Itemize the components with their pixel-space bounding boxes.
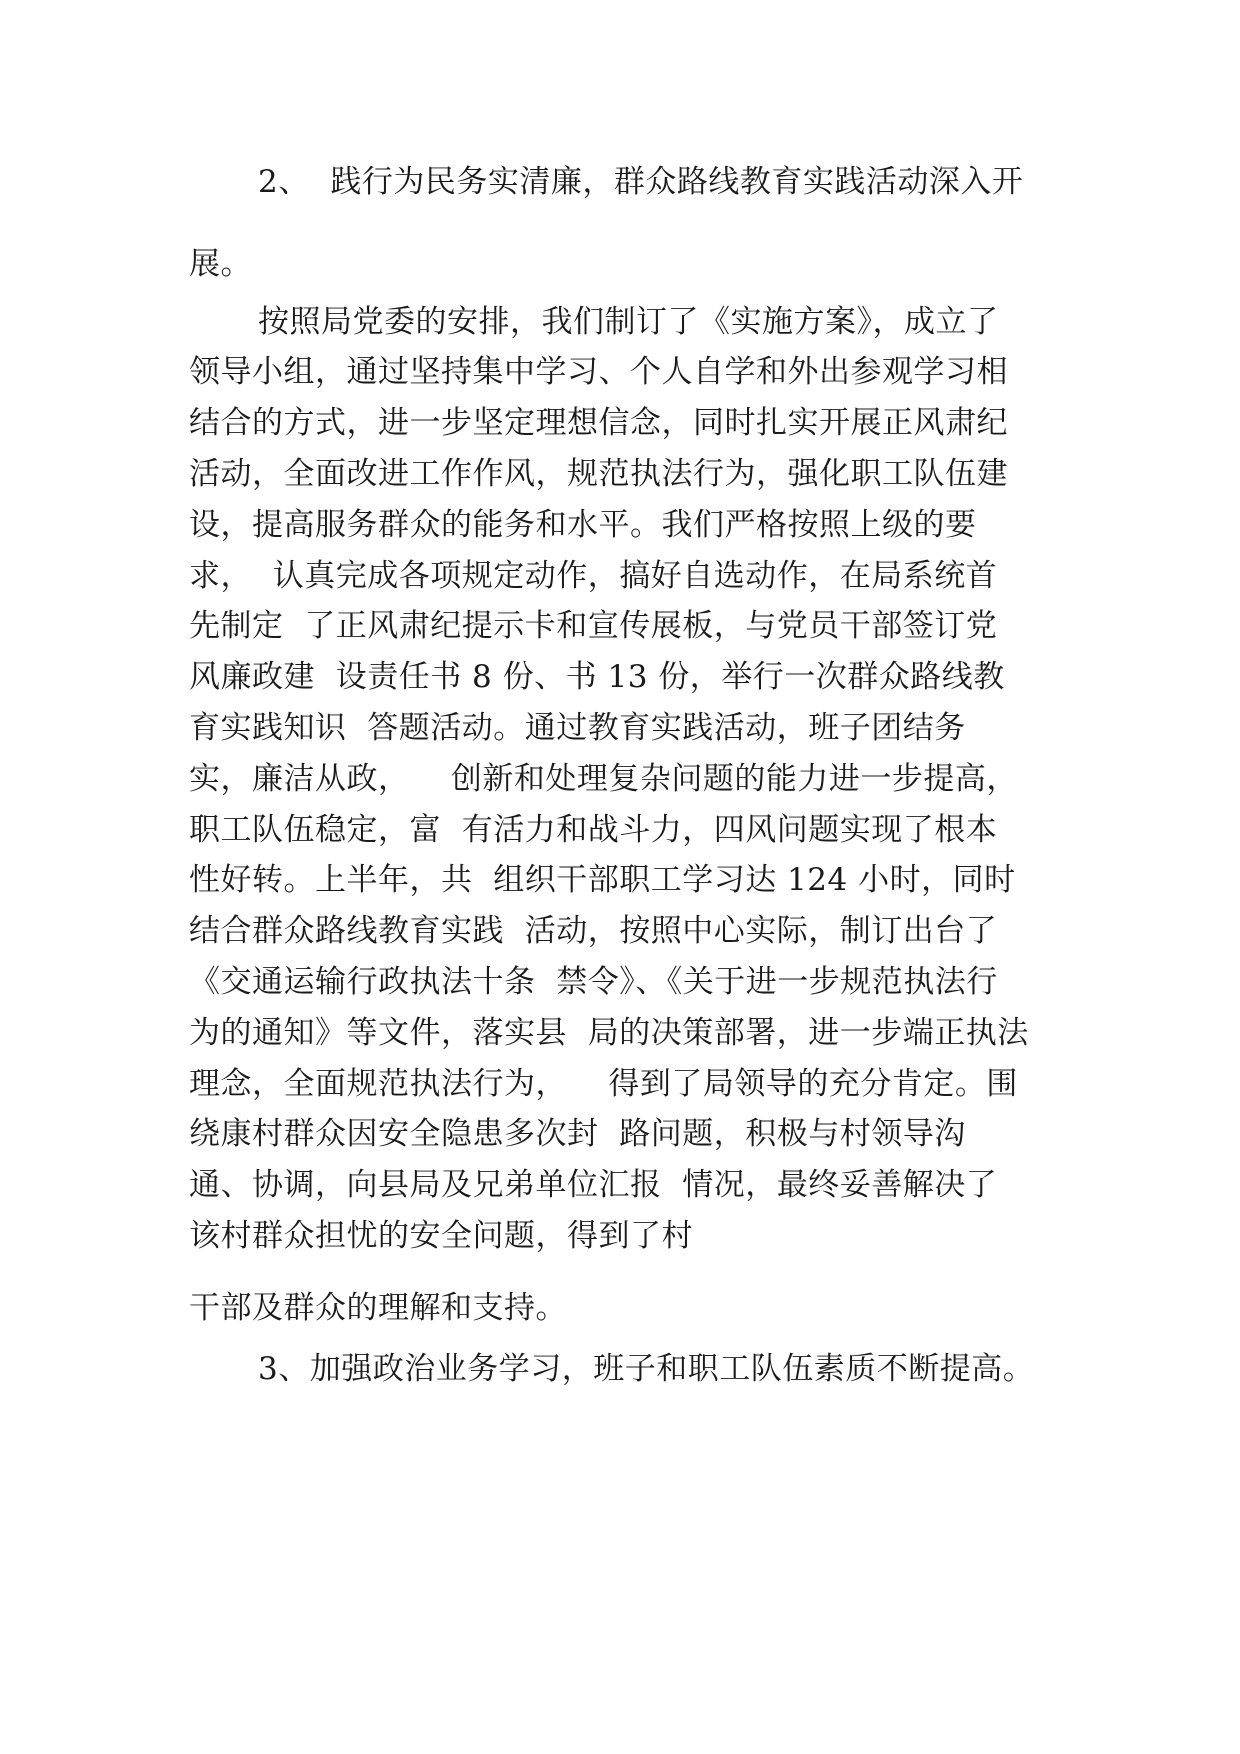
section3-heading: 3、加强政治业务学习，班子和职工队伍素质不断提高。 [258,1351,1035,1387]
paragraph-line: 结合的方式，进一步坚定理想信念，同时扎实开展正风肃纪 [189,405,1008,441]
section2-heading-line1: 2、 践行为民务实清廉，群众路线教育实践活动深入开 [258,164,1024,200]
paragraph-line: 求， 认真完成各项规定动作，搞好自选动作，在局系统首 [189,558,998,594]
paragraph-line: 风廉政建 设责任书 8 份、书 13 份，举行一次群众路线教 [189,659,1005,695]
paragraph-line: 为的通知》等文件，落实县 局的决策部署，进一步端正执法 [189,1015,1029,1051]
paragraph-line: 绕康村群众因安全隐患多次封 路问题，积极与村领导沟 [189,1116,966,1152]
paragraph-line: 育实践知识 答题活动。通过教育实践活动，班子团结务 [189,710,966,746]
paragraph-line: 设，提高服务群众的能务和水平。我们严格按照上级的要 [189,507,977,543]
paragraph-line: 先制定 了正风肃纪提示卡和宣传展板，与党员干部签订党 [189,608,998,644]
section2-heading-line2: 展。 [189,246,252,282]
paragraph-line: 《交通运输行政执法十条 禁令》、《关于进一步规范执法行 [189,964,998,1000]
paragraph-tail: 干部及群众的理解和支持。 [189,1290,567,1326]
paragraph-line: 实，廉洁从政， 创新和处理复杂问题的能力进一步提高， [189,761,1018,797]
paragraph-line: 职工队伍稳定，富 有活力和战斗力，四风问题实现了根本 [189,812,998,848]
paragraph-line: 领导小组，通过坚持集中学习、个人自学和外出参观学习相 [189,354,1008,390]
paragraph-line: 该村群众担忧的安全问题，得到了村 [189,1218,693,1254]
paragraph-line: 理念，全面规范执法行为， 得到了局领导的充分肯定。围 [189,1066,1018,1102]
paragraph-line: 活动，全面改进工作作风，规范执法行为，强化职工队伍建 [189,456,1008,492]
paragraph-line: 性好转。上半年，共 组织干部职工学习达 124 小时，同时 [189,862,1016,898]
paragraph-line: 按照局党委的安排，我们制订了《实施方案》，成立了 [258,304,999,340]
paragraph-line: 结合群众路线教育实践 活动，按照中心实际，制订出台了 [189,913,998,949]
paragraph-line: 通、协调，向县局及兄弟单位汇报 情况，最终妥善解决了 [189,1167,998,1203]
